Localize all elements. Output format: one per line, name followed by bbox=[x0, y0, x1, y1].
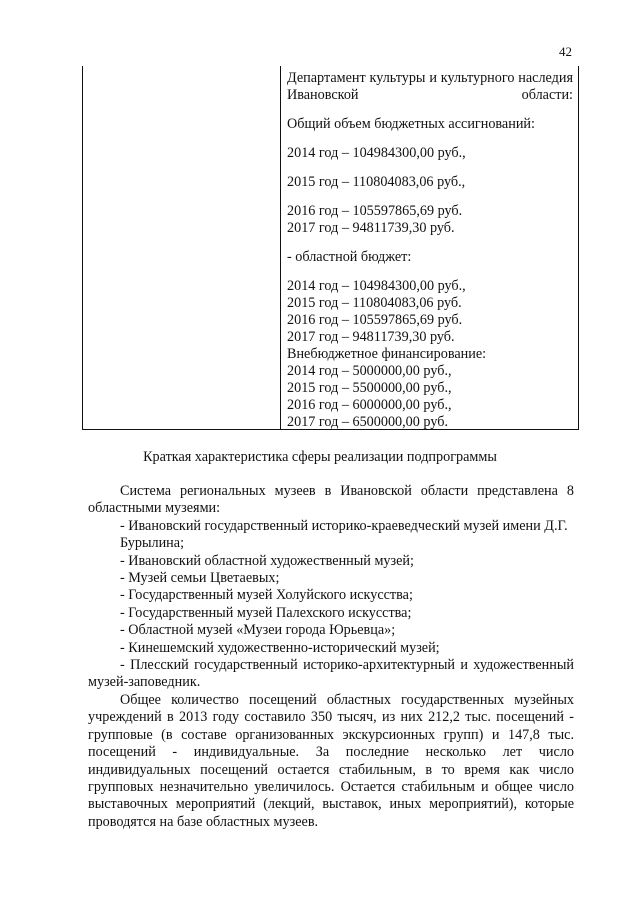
extrabudget-2017: 2017 год – 6500000,00 руб. bbox=[287, 414, 448, 430]
extrabudget-2016: 2016 год – 6000000,00 руб., bbox=[287, 397, 452, 413]
total-2016: 2016 год – 105597865,69 руб. bbox=[287, 203, 463, 219]
funding-cell bbox=[287, 70, 573, 431]
body-text bbox=[88, 483, 574, 831]
museum-item: - Музей семьи Цветаевых; bbox=[120, 570, 280, 587]
regional-label: - областной бюджет: bbox=[287, 249, 412, 265]
extrabudget-label: Внебюджетное финансирование: bbox=[287, 346, 487, 362]
museum-item: - Плесский государственный историко-архитектурный и художественный музей-заповедник. bbox=[88, 657, 574, 691]
museum-item: - Ивановский областной художественный музей; bbox=[120, 552, 414, 569]
extrabudget-2015: 2015 год – 5500000,00 руб., bbox=[287, 380, 452, 396]
total-2017: 2017 год – 94811739,30 руб. bbox=[287, 220, 455, 236]
summary-paragraph: Общее количество посещений областных государственных музейных учреждений в 2013 году составило 350 тысяч, из них 212,2 тыс. посещений - групповые (в составе организованных экскурсионных групп) и 147,8 тыс. посещений - индивидуальные. За последние несколько лет число индивидуальных посещений остается стабильным, в то время как число групповых незначительно увеличилось. Остается стабильным и общее число выставочных мероприятий (лекций, выставок, иных мероприятий), которые проводятся на базе областных музеев. bbox=[88, 691, 574, 830]
section-heading: Краткая характеристика сферы реализации подпрограммы bbox=[143, 449, 497, 465]
museum-item: - Ивановский государственный историко-краеведческий музей имени Д.Г. Бурылина; bbox=[120, 517, 568, 552]
page-number: 42 bbox=[559, 44, 572, 59]
intro-paragraph: Система региональных музеев в Ивановской области представлена 8 областными музеями: bbox=[88, 483, 574, 517]
extrabudget-2014: 2014 год – 5000000,00 руб., bbox=[287, 363, 452, 379]
museum-item: - Государственный музей Палехского искусства; bbox=[120, 604, 412, 621]
museum-item: - Кинешемский художественно-исторический музей; bbox=[120, 639, 440, 656]
total-2015: 2015 год – 110804083,06 руб., bbox=[287, 174, 466, 190]
museum-item: - Областной музей «Музеи города Юрьевца»; bbox=[120, 622, 396, 639]
regional-2015: 2015 год – 110804083,06 руб. bbox=[287, 295, 462, 311]
regional-2017: 2017 год – 94811739,30 руб. bbox=[287, 329, 455, 345]
regional-2014: 2014 год – 104984300,00 руб., bbox=[287, 278, 466, 294]
regional-2016: 2016 год – 105597865,69 руб. bbox=[287, 312, 463, 328]
total-label: Общий объем бюджетных ассигнований: bbox=[287, 116, 535, 132]
museum-item: - Государственный музей Холуйского искусства; bbox=[120, 587, 413, 604]
department-name: Департамент культуры и культурного наследия Ивановской области: bbox=[287, 70, 573, 103]
funding-table bbox=[82, 66, 579, 430]
table-column-divider bbox=[280, 66, 281, 429]
total-2014: 2014 год – 104984300,00 руб., bbox=[287, 145, 466, 161]
